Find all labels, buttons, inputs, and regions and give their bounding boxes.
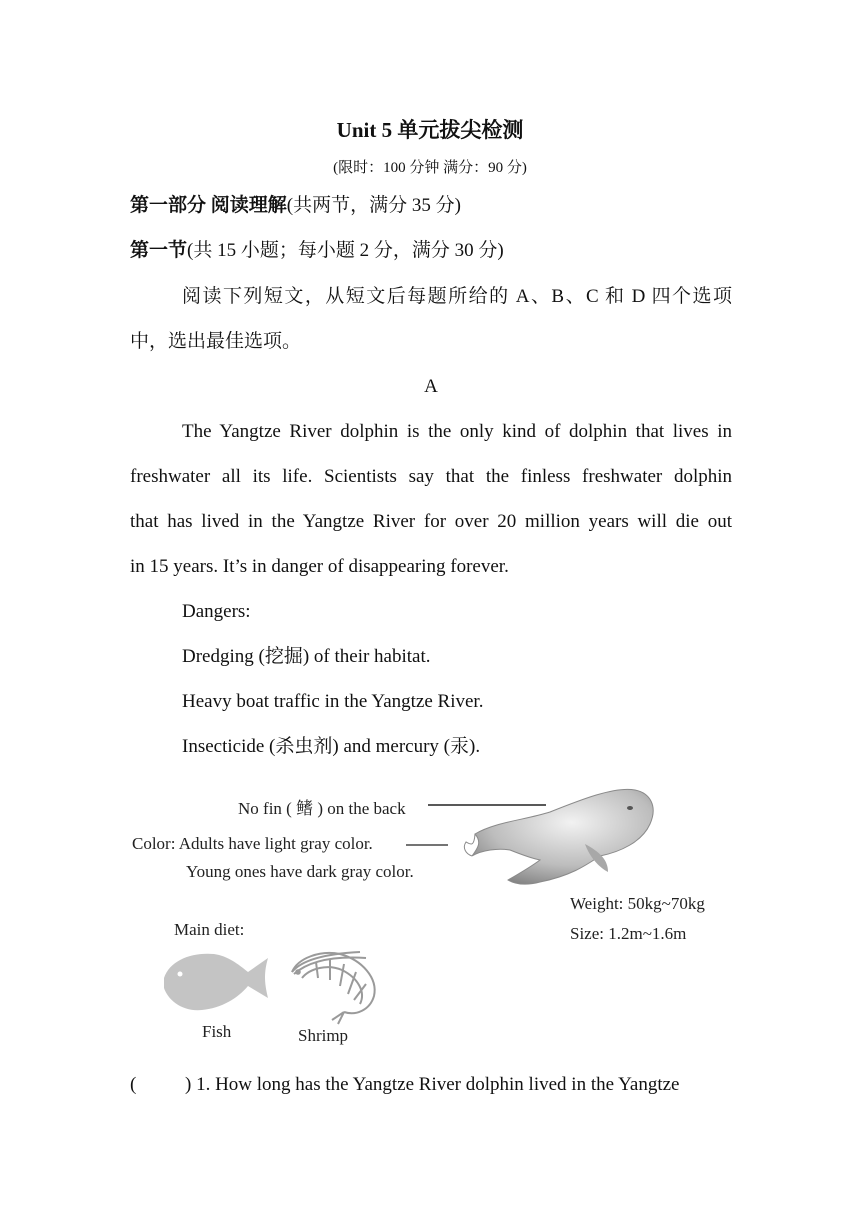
- size-label: Size: 1.2m~1.6m: [570, 924, 687, 943]
- danger-item-2: Heavy boat traffic in the Yangtze River.: [182, 691, 484, 712]
- weight-label: Weight: 50kg~70kg: [570, 894, 705, 913]
- dolphin-icon: [464, 789, 653, 884]
- fish-icon: [164, 954, 268, 1011]
- fish-label: Fish: [202, 1022, 232, 1041]
- instruction-line-2: 中，选出最佳选项。: [130, 331, 302, 352]
- passage-line-3: that has lived in the Yangtze River for over 20 million years will die out: [130, 511, 732, 532]
- color-label: Color: Adults have light gray color.: [132, 834, 373, 853]
- dolphin-figure-svg: [130, 782, 732, 1052]
- passage-line-1: The Yangtze River dolphin is the only kind of dolphin that lives in: [182, 421, 732, 442]
- section1-heading-rest: (共 15 小题；每小题 2 分，满分 30 分): [187, 240, 504, 261]
- answer-bracket: (: [130, 1074, 137, 1095]
- part1-heading-rest: (共两节，满分 35 分): [286, 195, 461, 216]
- passage-line-2: freshwater all its life. Scientists say that the finless freshwater dolphin: [130, 466, 732, 487]
- part1-heading: [130, 192, 732, 220]
- question-1-text: ) 1. How long has the Yangtze River dolphin lived in the Yangtze: [185, 1074, 680, 1095]
- page-title: Unit 5 单元拔尖检测: [336, 118, 524, 142]
- instruction-line-1: 阅读下列短文，从短文后每题所给的 A、B、C 和 D 四个选项: [182, 286, 732, 307]
- diet-label: Main diet:: [174, 920, 245, 939]
- passage-label: A: [424, 376, 438, 397]
- fin-label: No fin ( 鳍 ) on the back: [238, 799, 406, 818]
- part1-heading-bold: 第一部分 阅读理解: [130, 195, 287, 216]
- section1-heading-bold: 第一节: [130, 240, 188, 261]
- dangers-label: Dangers:: [182, 601, 251, 622]
- danger-item-3: Insecticide (杀虫剂) and mercury (汞).: [182, 736, 481, 757]
- section1-heading: [130, 237, 732, 265]
- exam-info: (限时：100 分钟 满分：90 分): [333, 160, 527, 176]
- shrimp-icon: [292, 952, 375, 1024]
- danger-item-1: Dredging (挖掘) of their habitat.: [182, 646, 431, 667]
- dolphin-infographic: [130, 782, 732, 1052]
- shrimp-label: Shrimp: [298, 1026, 349, 1045]
- young-color-label: Young ones have dark gray color.: [186, 862, 414, 881]
- passage-line-4: in 15 years. It’s in danger of disappearing forever.: [130, 556, 509, 577]
- question-1: [130, 1071, 732, 1099]
